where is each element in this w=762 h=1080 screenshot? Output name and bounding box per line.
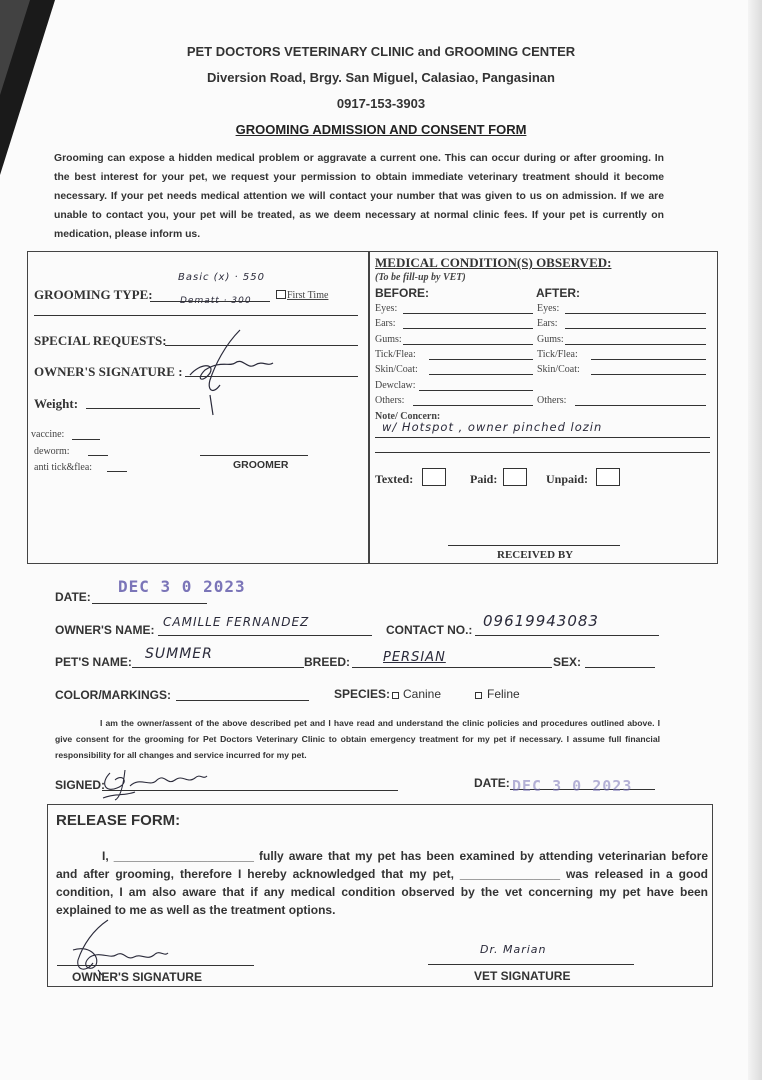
vet-sig-label: VET SIGNATURE	[474, 969, 571, 983]
date-line[interactable]	[92, 603, 207, 604]
texted-label: Texted:	[375, 472, 414, 486]
contact-value: 09619943083	[483, 612, 599, 630]
owner-name-value: CAMILLE FERNANDEZ	[163, 615, 310, 629]
signed-signature-scribble	[95, 758, 215, 803]
before-item-line[interactable]	[419, 390, 533, 391]
after-item-line[interactable]	[591, 359, 706, 360]
grooming-type-label: GROOMING TYPE:	[34, 287, 153, 302]
clinic-phone: 0917-153-3903	[336, 96, 426, 111]
deworm-line[interactable]	[88, 455, 108, 456]
first-time-checkbox[interactable]	[276, 290, 286, 299]
antitick-label: anti tick&flea:	[34, 462, 93, 473]
species-label: SPECIES:	[334, 687, 391, 701]
owner-sig-label: OWNER'S SIGNATURE	[72, 970, 202, 984]
after-item-line[interactable]	[565, 344, 706, 345]
antitick-line[interactable]	[107, 471, 127, 472]
before-label: BEFORE:	[375, 286, 429, 300]
signed-date-stamp: DEC 3 0 2023	[512, 777, 633, 795]
contact-label: CONTACT NO.:	[386, 623, 473, 637]
canine-label: Canine	[403, 687, 442, 701]
owner-signature-scribble-1	[185, 325, 285, 420]
breed-value: PERSIAN	[383, 650, 446, 665]
release-paragraph: I, _____________________ fully aware that my pet has been examined by attending veterinarian before and after grooming, therefore I hereby acknowledged that my pet, _______________ was released in a good condition, I am also aware that if any medical condition observed by the vet concerning my pet have been explained to me as well as the treatment options.	[56, 849, 708, 917]
after-item-line[interactable]	[575, 405, 706, 406]
after-item-label: Gums:	[537, 334, 564, 345]
date-label: DATE:	[55, 590, 91, 604]
clinic-address: Diversion Road, Brgy. San Miguel, Calasiao, Pangasinan	[207, 70, 555, 85]
special-requests-label: SPECIAL REQUESTS:	[34, 333, 167, 348]
grooming-type-value-1: Basic (x) · 550	[178, 272, 265, 283]
feline-checkbox[interactable]	[475, 692, 482, 699]
after-item-line[interactable]	[565, 313, 706, 314]
vaccine-line[interactable]	[72, 439, 100, 440]
before-item-line[interactable]	[403, 328, 533, 329]
after-item-label: Tick/Flea:	[537, 349, 578, 360]
after-item-label: Ears:	[537, 318, 558, 329]
before-item-label: Skin/Coat:	[375, 364, 418, 375]
canine-checkbox[interactable]	[392, 692, 399, 699]
weight-label: Weight:	[34, 396, 79, 411]
sex-line[interactable]	[585, 667, 655, 668]
first-time-label: First Time	[287, 290, 329, 301]
before-item-line[interactable]	[429, 374, 533, 375]
box-divider	[368, 252, 370, 563]
groomer-label: GROOMER	[233, 459, 289, 471]
medical-subtitle: (To be fill-up by VET)	[375, 272, 466, 283]
note-label: Note/ Concern:	[375, 411, 441, 422]
after-item-line[interactable]	[565, 328, 706, 329]
owner-name-line[interactable]	[158, 635, 372, 636]
vet-sig-line[interactable]	[428, 964, 634, 965]
signed-label: SIGNED:	[55, 778, 106, 792]
paid-checkbox[interactable]	[503, 468, 527, 486]
owner-name-label: OWNER'S NAME:	[55, 623, 155, 637]
groomer-line[interactable]	[200, 455, 308, 456]
pet-name-line[interactable]	[132, 667, 304, 668]
vaccine-label: vaccine:	[31, 429, 65, 440]
unpaid-label: Unpaid:	[546, 472, 589, 486]
owner-signature-label: OWNER'S SIGNATURE :	[34, 364, 183, 379]
before-item-label: Ears:	[375, 318, 396, 329]
signed-date-label: DATE:	[474, 776, 510, 790]
deworm-label: deworm:	[34, 446, 70, 457]
received-by-line[interactable]	[448, 545, 620, 546]
color-label: COLOR/MARKINGS:	[55, 688, 171, 702]
note-value: w/ Hotspot , owner pinched lozin	[382, 420, 603, 434]
intro-paragraph: Grooming can expose a hidden medical problem or aggravate a current one. This can occur during or after grooming. In the best interest for your pet, we request your permission to obtain immediate veterinary treatment should it become necessary. If your pet needs medical attention we will contact your number that was given to us on admission. If we are unable to contact you, your pet will be treated, as we deem necessary at normal clinic fees. If your pet is currently on medication, please inform us.	[54, 153, 664, 240]
before-item-label: Tick/Flea:	[375, 349, 416, 360]
color-line[interactable]	[176, 700, 309, 701]
before-item-line[interactable]	[403, 344, 533, 345]
paid-label: Paid:	[470, 472, 498, 486]
consent-paragraph: I am the owner/assent of the above described pet and I have read and understand the clinic policies and procedures outlined above. I give consent for the grooming for Pet Doctors Veterinary Clinic to obtain emergency treatment for my pet if necessary. I assume full financial responsibility for all changes and service incurred for my pet.	[55, 718, 660, 760]
texted-checkbox[interactable]	[422, 468, 446, 486]
after-item-label: Eyes:	[537, 303, 560, 314]
breed-label: BREED:	[304, 655, 351, 669]
vet-sig-value: Dr. Marian	[480, 943, 547, 956]
page-edge-shade	[748, 0, 762, 1080]
before-item-label: Dewclaw:	[375, 380, 416, 391]
contact-line[interactable]	[475, 635, 659, 636]
pet-name-value: SUMMER	[145, 646, 213, 662]
grooming-extra-line[interactable]	[34, 315, 358, 316]
after-item-label: Others:	[537, 395, 567, 406]
pet-name-label: PET'S NAME:	[55, 655, 132, 669]
before-item-label: Others:	[375, 395, 405, 406]
release-title: RELEASE FORM:	[56, 812, 181, 829]
grooming-type-value-2: Dematt · 300	[180, 296, 252, 306]
after-item-label: Skin/Coat:	[537, 364, 580, 375]
unpaid-checkbox[interactable]	[596, 468, 620, 486]
after-label: AFTER:	[536, 286, 580, 300]
date-stamp: DEC 3 0 2023	[118, 577, 246, 596]
before-item-label: Eyes:	[375, 303, 398, 314]
after-item-line[interactable]	[591, 374, 706, 375]
clinic-name: PET DOCTORS VETERINARY CLINIC and GROOMING CENTER	[186, 44, 576, 59]
before-item-line[interactable]	[413, 405, 533, 406]
received-by-label: RECEIVED BY	[497, 549, 574, 561]
medical-title: MEDICAL CONDITION(S) OBSERVED:	[375, 255, 612, 270]
before-item-line[interactable]	[403, 313, 533, 314]
before-item-line[interactable]	[429, 359, 533, 360]
before-item-label: Gums:	[375, 334, 402, 345]
sex-label: SEX:	[553, 655, 582, 669]
form-title: GROOMING ADMISSION AND CONSENT FORM	[235, 122, 527, 137]
breed-line[interactable]	[352, 667, 552, 668]
release-owner-signature-scribble	[68, 915, 178, 975]
feline-label: Feline	[487, 687, 520, 701]
weight-line[interactable]	[86, 408, 200, 409]
note-line-2[interactable]	[375, 452, 710, 453]
note-line-1[interactable]	[375, 437, 710, 438]
